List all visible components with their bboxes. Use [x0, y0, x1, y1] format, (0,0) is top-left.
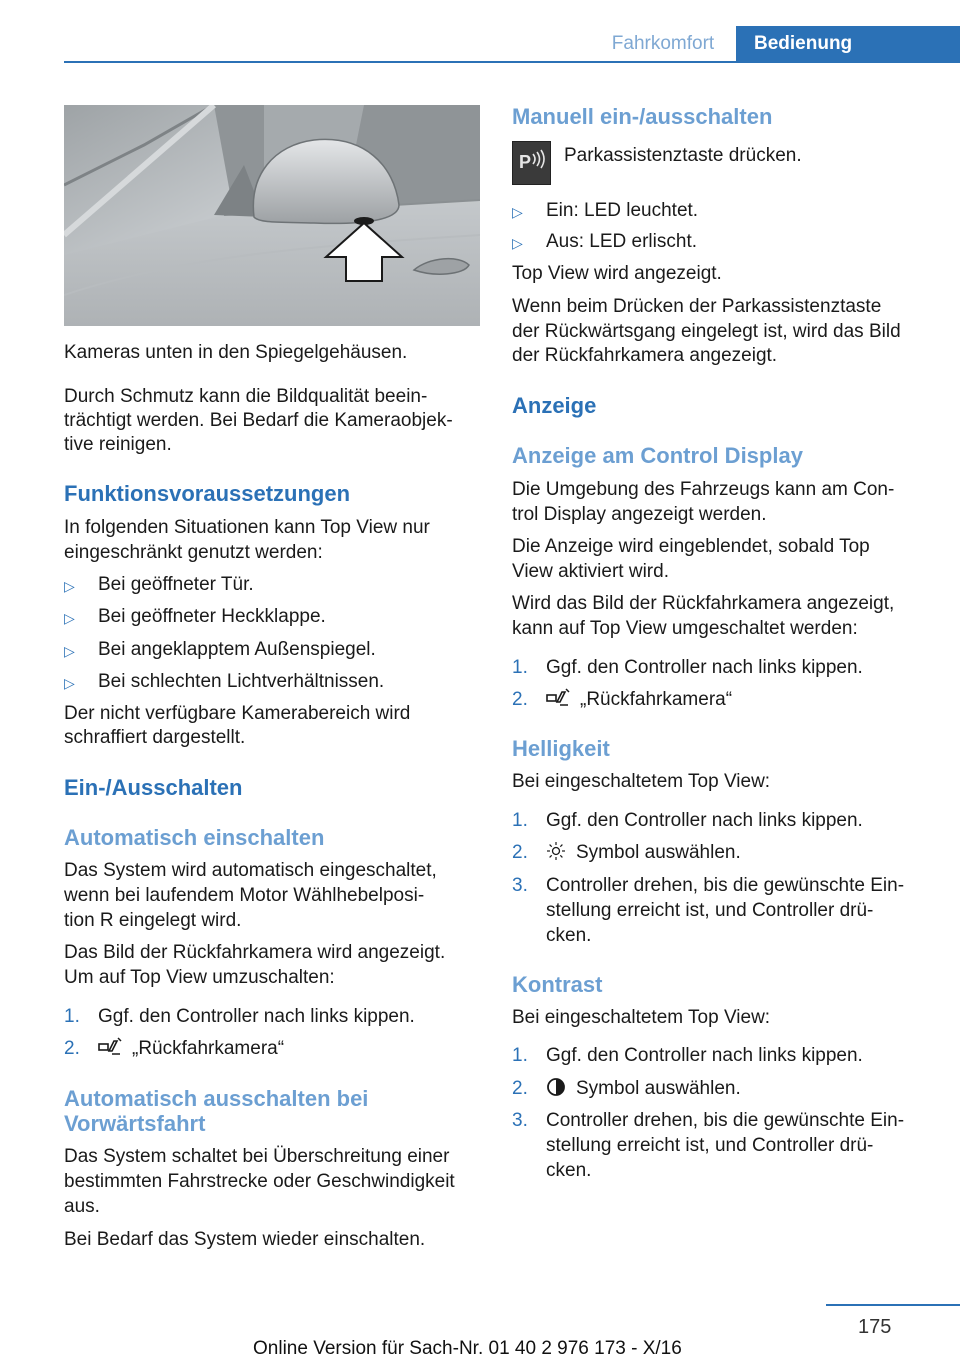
kontrast-step3-line-3: cken. — [546, 1160, 592, 1181]
heading-helligkeit: Helligkeit — [512, 736, 610, 761]
step-number: 1. — [512, 1045, 528, 1066]
list-item-text — [546, 1076, 741, 1101]
step-number: 2. — [512, 1078, 528, 1099]
triangle-bullet-icon: ▷ — [64, 675, 75, 691]
list-item-text: Controller drehen, bis die gewünschte Ein- — [546, 1110, 905, 1131]
anzeige2-line-2: View aktiviert wird. — [512, 561, 669, 582]
anzeige3-line-1: Wird das Bild der Rückfahrkamera angezeigt, — [512, 593, 895, 614]
anzeige-line-1: Die Umgebung des Fahrzeugs kann am Con- — [512, 479, 895, 500]
heading-auto-aus-1: Automatisch ausschalten bei — [64, 1086, 369, 1111]
funktion-after-1: Der nicht verfügbare Kamerabereich wird — [64, 703, 411, 724]
figure-caption: Kameras unten in den Spiegelgehäusen. — [64, 342, 408, 363]
step-number: 3. — [512, 1110, 528, 1131]
heading-ein-ausschalten: Ein-/Ausschalten — [64, 775, 243, 800]
list-item-text: Ein: LED leuchtet. — [546, 200, 699, 221]
anzeige3-line-2: kann auf Top View umgeschaltet werden: — [512, 618, 858, 639]
auto-ein-line-2: wenn bei laufendem Motor Wählhebelposi- — [64, 885, 425, 906]
step-text: Symbol auswählen. — [576, 1078, 741, 1099]
triangle-bullet-icon: ▷ — [512, 235, 523, 251]
manuell-after2-3: der Rückfahrkamera angezeigt. — [512, 345, 778, 366]
header-rule — [64, 61, 960, 63]
list-item-text: Aus: LED erlischt. — [546, 231, 697, 252]
funktion-after-2: schraffiert dargestellt. — [64, 727, 246, 748]
list-item-text: Ggf. den Controller nach links kippen. — [546, 810, 863, 831]
manuell-after: Top View wird angezeigt. — [512, 263, 722, 284]
list-item-text — [98, 1036, 284, 1061]
list-item-text: Bei geöffneter Heckklappe. — [98, 606, 326, 627]
dirt-line-1: Durch Schmutz kann die Bildqualität beein- — [64, 386, 428, 407]
list-item-text: Bei angeklapptem Außenspiegel. — [98, 639, 376, 660]
step-text: „Rückfahrkamera“ — [580, 689, 733, 710]
list-item-text: Ggf. den Controller nach links kippen. — [98, 1006, 415, 1027]
mirror-illustration — [64, 105, 480, 326]
rear-camera-icon — [546, 688, 570, 708]
step-number: 2. — [512, 842, 528, 863]
header-tab-fahrkomfort: Fahrkomfort — [590, 26, 736, 61]
anzeige2-line-1: Die Anzeige wird eingeblendet, sobald Top — [512, 536, 870, 557]
step-number: 2. — [512, 689, 528, 710]
list-item-text: Bei geöffneter Tür. — [98, 574, 254, 595]
mirror-camera-figure — [64, 105, 480, 326]
page-number: 175 — [858, 1316, 892, 1338]
list-item-text — [546, 687, 732, 712]
kontrast-intro: Bei eingeschaltetem Top View: — [512, 1007, 771, 1028]
svg-text:P: P — [519, 152, 532, 172]
list-item-text: Controller drehen, bis die gewünschte Ein- — [546, 875, 905, 896]
helligkeit-step3-line-2: stellung erreicht ist, und Controller drü- — [546, 900, 874, 921]
step-text: Symbol auswählen. — [576, 842, 741, 863]
list-item-text: Ggf. den Controller nach links kippen. — [546, 657, 863, 678]
anzeige-line-2: trol Display angezeigt werden. — [512, 504, 767, 525]
manuell-after2-2: der Rückwärtsgang eingelegt ist, wird das Bild — [512, 321, 901, 342]
parking-assist-button-icon — [512, 141, 551, 185]
step-number: 1. — [512, 810, 528, 831]
triangle-bullet-icon: ▷ — [64, 578, 75, 594]
triangle-bullet-icon: ▷ — [64, 643, 75, 659]
step-text: „Rückfahrkamera“ — [132, 1038, 285, 1059]
heading-funktionsvoraussetzungen: Funktionsvoraussetzungen — [64, 481, 351, 506]
kontrast-step3-line-2: stellung erreicht ist, und Controller drü- — [546, 1135, 874, 1156]
auto-ein-line-1: Das System wird automatisch eingeschaltet, — [64, 860, 437, 881]
manuell-text: Parkassistenztaste drücken. — [564, 145, 802, 166]
step-number: 1. — [64, 1006, 80, 1027]
heading-manuell: Manuell ein-/ausschalten — [512, 104, 773, 129]
auto-ein2-line-2: Um auf Top View umzuschalten: — [64, 967, 335, 988]
step-number: 2. — [64, 1038, 80, 1059]
auto-ein2-line-1: Das Bild der Rückfahrkamera wird angezeigt. — [64, 942, 446, 963]
step-number: 1. — [512, 657, 528, 678]
contrast-icon — [546, 1077, 566, 1097]
auto-aus-line-4: Bei Bedarf das System wieder einschalten. — [64, 1229, 426, 1250]
funktion-intro-1: In folgenden Situationen kann Top View nur — [64, 517, 430, 538]
auto-ein-line-3: tion R eingelegt wird. — [64, 910, 242, 931]
footer-text: Online Version für Sach-Nr. 01 40 2 976 173 - X/16 — [253, 1338, 682, 1359]
heading-anzeige: Anzeige — [512, 393, 597, 418]
heading-anzeige-control-display: Anzeige am Control Display — [512, 443, 803, 468]
dirt-line-3: tive reinigen. — [64, 434, 172, 455]
dirt-line-2: trächtigt werden. Bei Bedarf die Kameraobjek- — [64, 410, 453, 431]
header-tab-bedienung: Bedienung — [736, 26, 960, 63]
rear-camera-icon — [98, 1037, 122, 1057]
funktion-intro-2: eingeschränkt genutzt werden: — [64, 542, 323, 563]
triangle-bullet-icon: ▷ — [512, 204, 523, 220]
manuell-after2-1: Wenn beim Drücken der Parkassistenztaste — [512, 296, 882, 317]
heading-automatisch-einschalten: Automatisch einschalten — [64, 825, 325, 850]
auto-aus-line-3: aus. — [64, 1196, 100, 1217]
brightness-icon — [546, 841, 566, 861]
page-number-rule — [826, 1304, 960, 1306]
step-number: 3. — [512, 875, 528, 896]
list-item-text: Bei schlechten Lichtverhältnissen. — [98, 671, 385, 692]
heading-kontrast: Kontrast — [512, 972, 603, 997]
list-item-text: Ggf. den Controller nach links kippen. — [546, 1045, 863, 1066]
triangle-bullet-icon: ▷ — [64, 610, 75, 626]
helligkeit-step3-line-3: cken. — [546, 925, 592, 946]
list-item-text — [546, 840, 741, 865]
helligkeit-intro: Bei eingeschaltetem Top View: — [512, 771, 771, 792]
auto-aus-line-2: bestimmten Fahrstrecke oder Geschwindigkeit — [64, 1171, 455, 1192]
auto-aus-line-1: Das System schaltet bei Überschreitung einer — [64, 1146, 450, 1167]
heading-auto-aus-2: Vorwärtsfahrt — [64, 1111, 206, 1136]
